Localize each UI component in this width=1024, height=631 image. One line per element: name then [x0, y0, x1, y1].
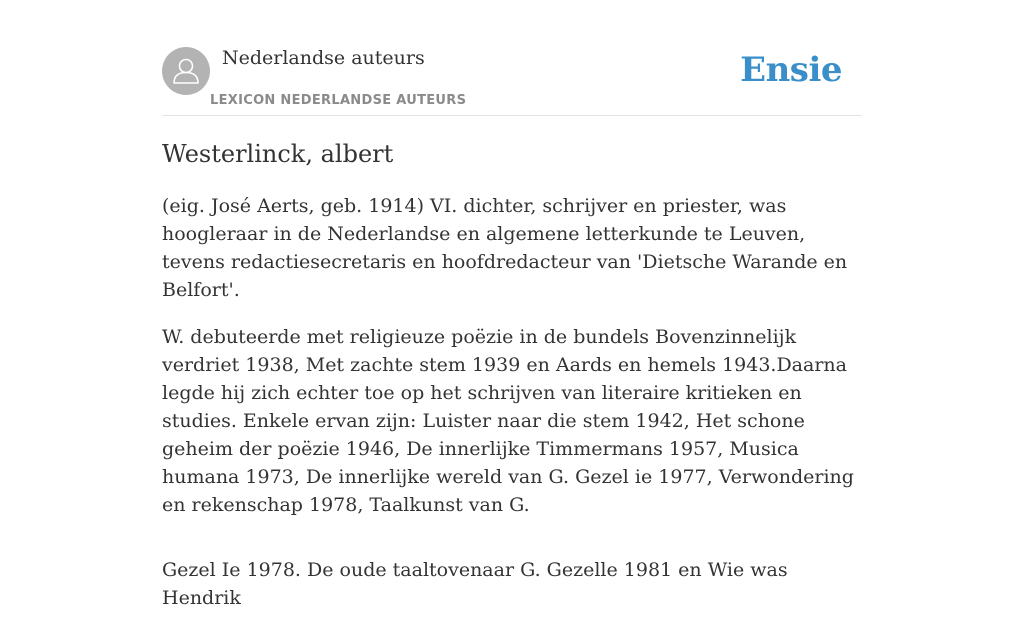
lexicon-label[interactable]: LEXICON NEDERLANDSE AUTEURS	[210, 93, 467, 108]
user-icon	[162, 47, 210, 95]
header	[162, 46, 862, 116]
header-divider	[162, 115, 862, 116]
brand-logo[interactable]: Ensie	[740, 50, 842, 90]
article-body	[162, 192, 862, 631]
avatar[interactable]	[162, 47, 210, 95]
article-paragraph: W. debuteerde met religieuze poëzie in de bundels Bovenzinnelijk verdriet 1938, Met zachte stem 1939 en Aards en hemels 1943.Daarna legde hij zich echter toe op het schrijven van literaire kritieken en studies. Enkele ervan zijn: Luister naar die stem 1942, Het schone geheim der poëzie 1946, De innerlijke Timmermans 1957, Musica humana 1973, De innerlijke wereld van G. Gezel ie 1977, Verwondering en rekenschap 1978, Taalkunst van G.	[162, 326, 854, 516]
article-paragraph: (eig. José Aerts, geb. 1914) VI. dichter, schrijver en priester, was hoogleraar in de Nederlandse en algemene letterkunde te Leuven, tevens redactiesecretaris en hoofdredacteur van 'Dietsche Warande en Belfort'.	[162, 195, 848, 301]
article-paragraph: Gezel Ie 1978. De oude taaltovenaar G. Gezelle 1981 en Wie was Hendrik	[162, 559, 788, 609]
author-name-link[interactable]: Nederlandse auteurs	[222, 47, 425, 69]
article-title: Westerlinck, albert	[162, 140, 394, 168]
